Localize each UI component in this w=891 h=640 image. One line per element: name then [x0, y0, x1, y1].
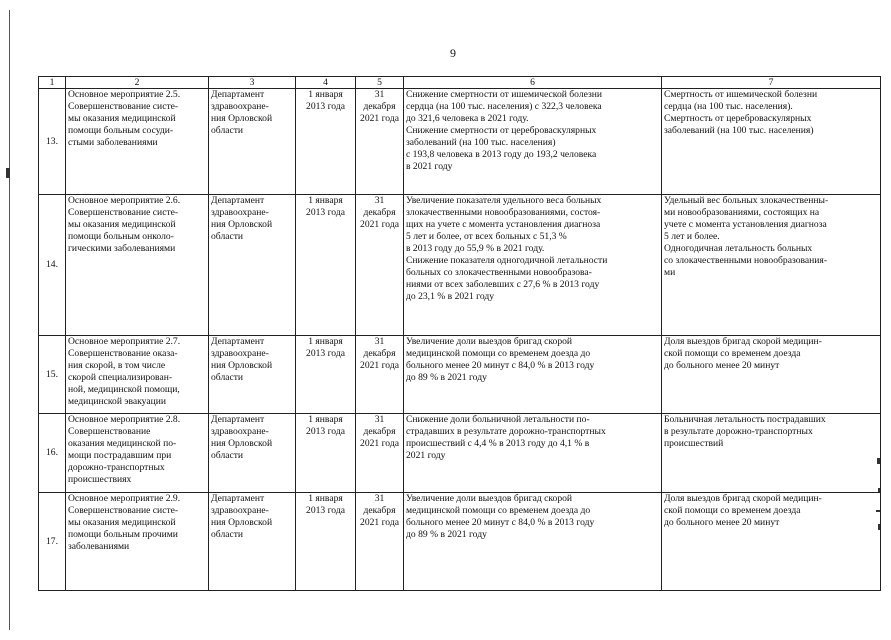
expected-result-cell — [404, 89, 662, 195]
cell-line: 2021 года — [360, 219, 399, 230]
cell-line: Совершенствование — [68, 426, 151, 437]
cell-line: медицинской помощи со временем доезда до — [406, 505, 591, 516]
cell-line: в результате дорожно-транспортных — [664, 426, 813, 437]
cell-line: декабря — [363, 348, 396, 359]
cell-line: происшествий с 4,4 % в 2013 году до 4,1 % в — [406, 438, 590, 449]
cell-line: злокачественными новообразованиями, состоя- — [406, 207, 601, 218]
cell-line: мощи пострадавшим при — [68, 450, 172, 461]
cell-line: здравоохране- — [211, 101, 269, 112]
measure-cell — [66, 336, 209, 414]
cell-line: области — [211, 529, 244, 540]
cell-line: 2021 года — [360, 517, 399, 528]
cell-line: сердца (на 100 тыс. населения) с 322,3 человека — [406, 101, 602, 112]
cell-line: ния скорой, в том числе — [68, 360, 166, 371]
expected-result-cell — [404, 336, 662, 414]
executor-cell — [209, 493, 296, 591]
cell-line: 2021 года — [360, 360, 399, 371]
cell-line: Снижение показателя одногодичной летальности — [406, 255, 608, 266]
cell-line: помощи больным онколо- — [68, 231, 174, 242]
row-number: 15. — [39, 336, 66, 414]
cell-line: стыми заболеваниями — [68, 137, 158, 148]
cell-line: области — [211, 231, 244, 242]
cell-line: учете с момента установления диагноза — [664, 219, 827, 230]
cell-line: ской помощи со временем доезда — [664, 348, 801, 359]
cell-line: Департамент — [211, 336, 265, 347]
cell-line: Смертность от ишемической болезни — [664, 89, 818, 100]
cell-line: ния Орловской — [211, 517, 273, 528]
cell-line: 31 — [374, 493, 385, 504]
executor-cell — [209, 336, 296, 414]
cell-line: медицинской помощи со временем доезда до — [406, 348, 591, 359]
cell-line: в 2021 году — [406, 161, 453, 172]
column-number: 1 — [39, 77, 66, 89]
measure-cell — [66, 89, 209, 195]
cell-line: 2013 года — [306, 101, 345, 112]
row-number: 17. — [39, 493, 66, 591]
column-number: 2 — [66, 77, 209, 89]
cell-line: мы оказания медицинской — [68, 517, 176, 528]
indicator-cell — [662, 89, 881, 195]
cell-line: 2021 года — [360, 438, 399, 449]
cell-line: 1 января — [308, 195, 343, 206]
indicator-cell — [662, 336, 881, 414]
cell-line: Увеличение доли выездов бригад скорой — [406, 493, 573, 504]
cell-line: Снижение смертности от ишемической болезни — [406, 89, 603, 100]
cell-line: мы оказания медицинской — [68, 219, 176, 230]
column-number: 5 — [356, 77, 404, 89]
indicator-cell — [662, 493, 881, 591]
cell-line: Департамент — [211, 89, 265, 100]
cell-line: Увеличение показателя удельного веса больных — [406, 195, 602, 206]
measure-cell — [66, 195, 209, 336]
indicator-cell — [662, 195, 881, 336]
cell-line: здравоохране- — [211, 505, 269, 516]
cell-line: больного менее 20 минут с 84,0 % в 2013 году — [406, 517, 595, 528]
table-row — [39, 493, 881, 591]
table-row — [39, 195, 881, 336]
measure-cell — [66, 493, 209, 591]
cell-line: заболеваний (на 100 тыс. населения) — [664, 125, 814, 136]
cell-line: здравоохране- — [211, 426, 269, 437]
cell-line: ния Орловской — [211, 113, 273, 124]
end-date-cell — [356, 414, 404, 493]
cell-line: декабря — [363, 505, 396, 516]
column-number: 6 — [404, 77, 662, 89]
table-row — [39, 414, 881, 493]
cell-line: Больничная летальность пострадавших — [664, 414, 826, 425]
cell-line: ния Орловской — [211, 438, 273, 449]
cell-line: ской помощи со временем доезда — [664, 505, 801, 516]
cell-line: 2013 года — [306, 426, 345, 437]
cell-line: Совершенствование систе- — [68, 101, 179, 112]
cell-line: скорой специализирован- — [68, 372, 173, 383]
end-date-cell — [356, 493, 404, 591]
cell-line: Доля выездов бригад скорой медицин- — [664, 493, 822, 504]
expected-result-cell — [404, 414, 662, 493]
column-number: 7 — [662, 77, 881, 89]
table-row — [39, 89, 881, 195]
cell-line: заболеваниями — [68, 541, 130, 552]
end-date-cell — [356, 195, 404, 336]
cell-line: помощи больным прочими — [68, 529, 178, 540]
expected-result-cell — [404, 195, 662, 336]
cell-line: области — [211, 125, 244, 136]
cell-line: области — [211, 450, 244, 461]
cell-line: 5 лет и более. — [664, 231, 720, 242]
executor-cell — [209, 89, 296, 195]
cell-line: здравоохране- — [211, 207, 269, 218]
cell-line: мы оказания медицинской — [68, 113, 176, 124]
cell-line: оказания медицинской по- — [68, 438, 177, 449]
executor-cell — [209, 195, 296, 336]
cell-line: Совершенствование оказа- — [68, 348, 178, 359]
column-number: 3 — [209, 77, 296, 89]
cell-line: в 2013 году до 55,9 % в 2021 году. — [406, 243, 545, 254]
cell-line: медицинской эвакуации — [68, 396, 167, 407]
cell-line: Снижение смертности от цереброваскулярных — [406, 125, 597, 136]
cell-line: до 89 % в 2021 году — [406, 372, 487, 383]
cell-line: 5 лет и более, от всех больных с 51,3 % — [406, 231, 567, 242]
cell-line: 1 января — [308, 493, 343, 504]
cell-line: 1 января — [308, 414, 343, 425]
cell-line: декабря — [363, 101, 396, 112]
cell-line: Увеличение доли выездов бригад скорой — [406, 336, 573, 347]
cell-line: 31 — [374, 336, 385, 347]
cell-line: Смертность от цереброваскулярных — [664, 113, 812, 124]
cell-line: до больного менее 20 минут — [664, 517, 780, 528]
cell-line: до 23,1 % в 2021 году — [406, 291, 495, 302]
cell-line: щих на учете с момента установления диагноза — [406, 219, 601, 230]
start-date-cell — [296, 336, 356, 414]
cell-line: ми новообразованиями, состоящих на — [664, 207, 820, 218]
expected-result-cell — [404, 493, 662, 591]
column-numbers-row — [39, 77, 881, 89]
measure-cell — [66, 414, 209, 493]
row-number: 14. — [39, 195, 66, 336]
cell-line: помощи больным сосуди- — [68, 125, 174, 136]
cell-line: 1 января — [308, 336, 343, 347]
cell-line: Основное мероприятие 2.7. — [68, 336, 181, 347]
cell-line: ния Орловской — [211, 360, 273, 371]
cell-line: происшествий — [664, 438, 724, 449]
cell-line: Доля выездов бригад скорой медицин- — [664, 336, 822, 347]
cell-line: Основное мероприятие 2.8. — [68, 414, 181, 425]
cell-line: 31 — [374, 195, 385, 206]
cell-line: Департамент — [211, 414, 265, 425]
cell-line: ной, медицинской помощи, — [68, 384, 180, 395]
indicator-cell — [662, 414, 881, 493]
cell-line: 2013 года — [306, 505, 345, 516]
table-row — [39, 336, 881, 414]
cell-line: 31 — [374, 414, 385, 425]
cell-line: Снижение доли больничной летальности по- — [406, 414, 590, 425]
cell-line: со злокачественными новообразования- — [664, 255, 828, 266]
cell-line: больных со злокачественными новообразова- — [406, 267, 592, 278]
column-number: 4 — [296, 77, 356, 89]
cell-line: Основное мероприятие 2.5. — [68, 89, 181, 100]
page-number: 9 — [450, 46, 456, 60]
end-date-cell — [356, 336, 404, 414]
cell-line: гическими заболеваниями — [68, 243, 176, 254]
cell-line: Одногодичная летальность больных — [664, 243, 813, 254]
cell-line: здравоохране- — [211, 348, 269, 359]
page-edge-line — [9, 10, 10, 630]
cell-line: декабря — [363, 207, 396, 218]
cell-line: ниями от всех заболевших с 27,6 % в 2013 году — [406, 279, 600, 290]
end-date-cell — [356, 89, 404, 195]
start-date-cell — [296, 89, 356, 195]
cell-line: 2021 года — [360, 113, 399, 124]
cell-line: 2021 году — [406, 450, 446, 461]
cell-line: 2013 года — [306, 348, 345, 359]
cell-line: ми — [664, 267, 676, 278]
start-date-cell — [296, 493, 356, 591]
cell-line: дорожно-транспортных — [68, 462, 165, 473]
cell-line: Удельный вес больных злокачественны- — [664, 195, 829, 206]
row-number: 13. — [39, 89, 66, 195]
cell-line: 1 января — [308, 89, 343, 100]
cell-line: ния Орловской — [211, 219, 273, 230]
start-date-cell — [296, 414, 356, 493]
cell-line: происшествиях — [68, 474, 132, 485]
cell-line: Департамент — [211, 493, 265, 504]
executor-cell — [209, 414, 296, 493]
cell-line: Совершенствование систе- — [68, 505, 179, 516]
cell-line: декабря — [363, 426, 396, 437]
cell-line: 2013 года — [306, 207, 345, 218]
cell-line: Основное мероприятие 2.6. — [68, 195, 181, 206]
measures-table — [38, 76, 881, 591]
cell-line: до 321,6 человека в 2021 году. — [406, 113, 529, 124]
row-number: 16. — [39, 414, 66, 493]
cell-line: 31 — [374, 89, 385, 100]
cell-line: страдавших в результате дорожно-транспортных — [406, 426, 606, 437]
cell-line: до больного менее 20 минут — [664, 360, 780, 371]
cell-line: до 89 % в 2021 году — [406, 529, 487, 540]
cell-line: с 193,8 человека в 2013 году до 193,2 человека — [406, 149, 597, 160]
start-date-cell — [296, 195, 356, 336]
cell-line: Совершенствование систе- — [68, 207, 179, 218]
binding-mark — [6, 168, 10, 178]
cell-line: больного менее 20 минут с 84,0 % в 2013 году — [406, 360, 595, 371]
cell-line: сердца (на 100 тыс. населения). — [664, 101, 793, 112]
cell-line: Основное мероприятие 2.9. — [68, 493, 181, 504]
cell-line: Департамент — [211, 195, 265, 206]
cell-line: заболеваний (на 100 тыс. населения) — [406, 137, 556, 148]
cell-line: области — [211, 372, 244, 383]
